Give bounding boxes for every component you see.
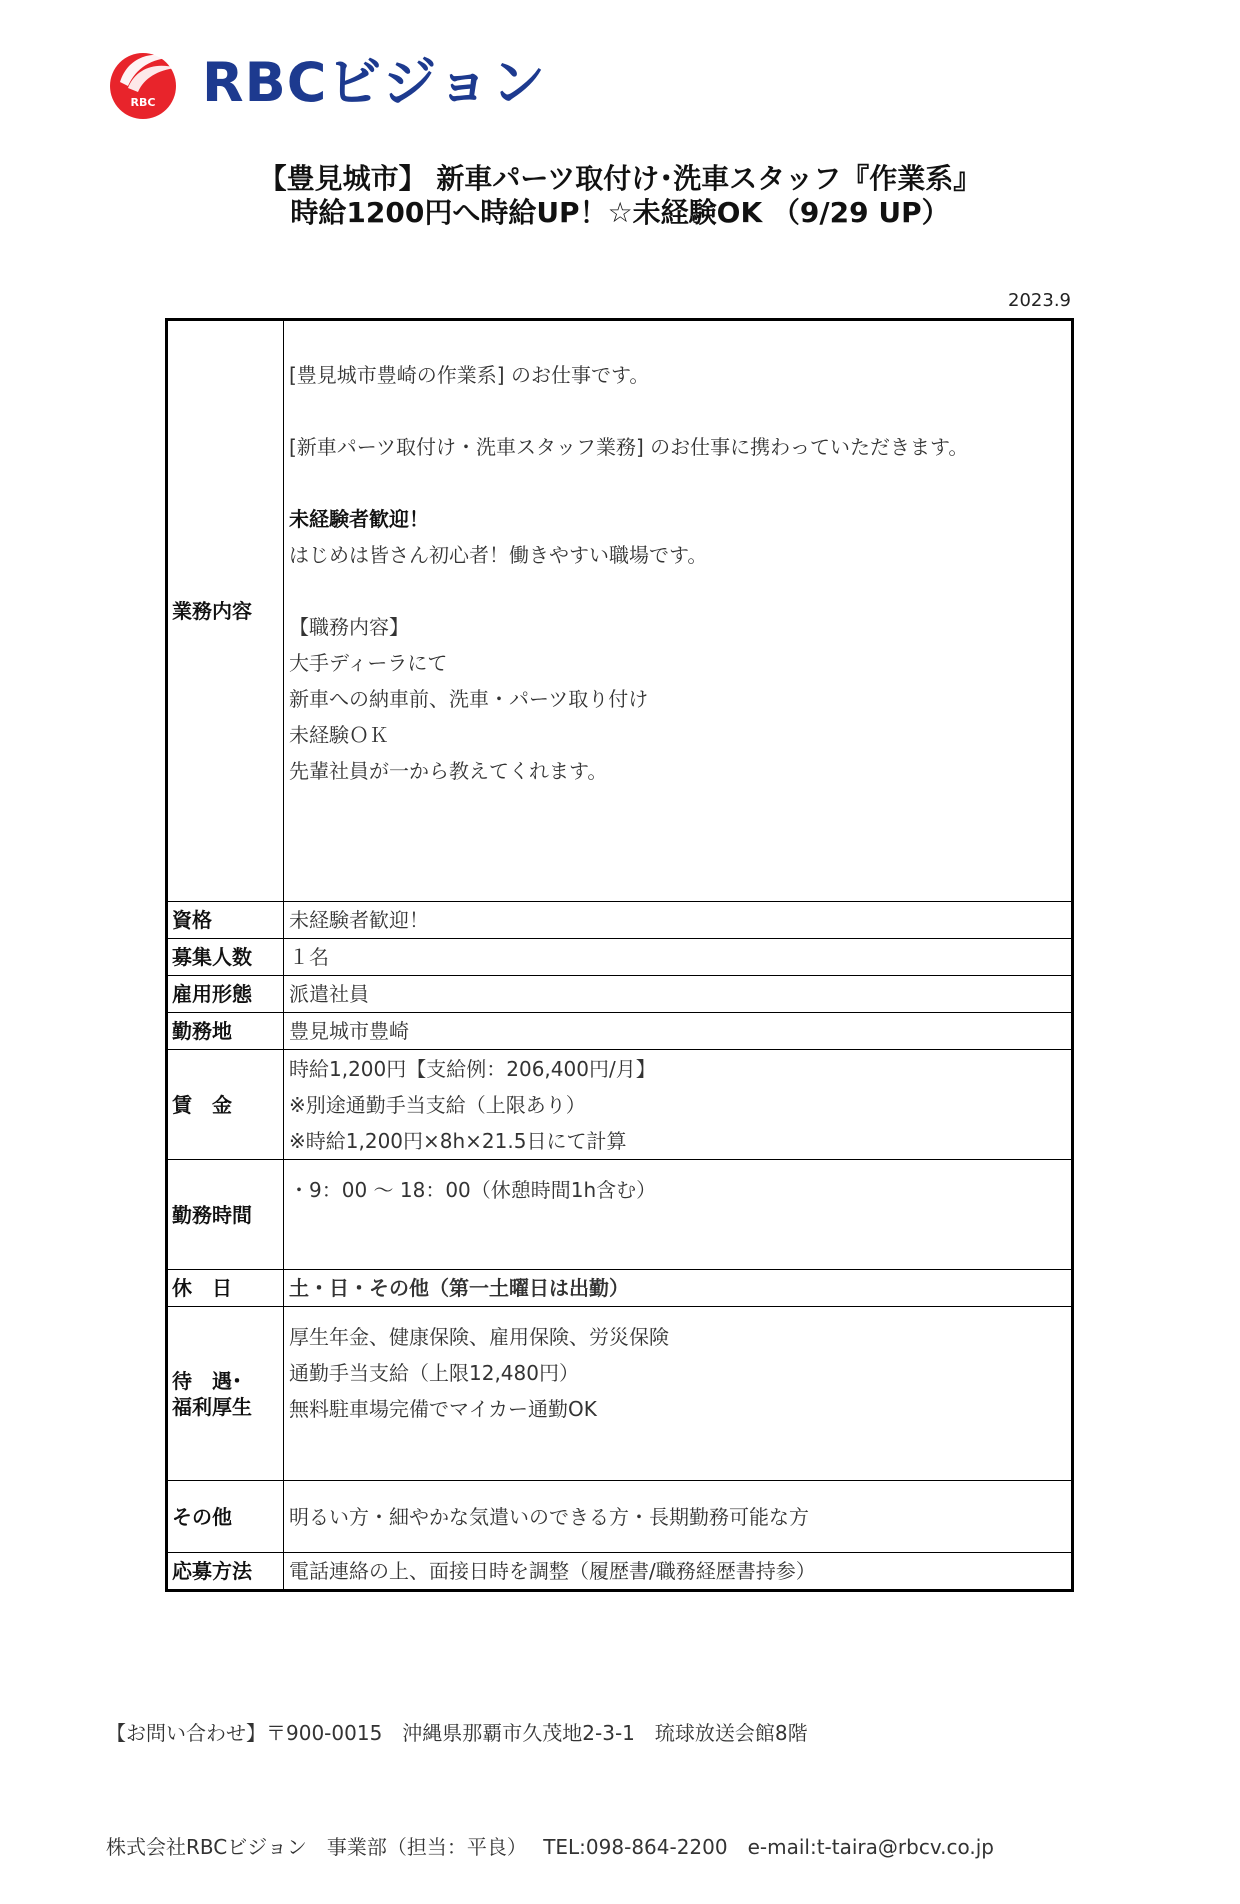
label-holidays: 休 日 — [167, 1270, 284, 1307]
value-employment: 派遣社員 — [284, 976, 1073, 1013]
label-employment: 雇用形態 — [167, 976, 284, 1013]
logo-mark-text: RBC — [130, 96, 156, 109]
benefits-line-3: 無料駐車場完備でマイカー通勤OK — [289, 1397, 597, 1421]
row-headcount — [167, 939, 1073, 976]
label-wage: 賃 金 — [167, 1050, 284, 1160]
value-apply: 電話連絡の上、面接日時を調整（履歴書/職務経歴書持参） — [284, 1553, 1073, 1591]
wage-line-1: 時給1,200円【支給例：206,400円/月】 — [289, 1056, 656, 1081]
label-location: 勤務地 — [167, 1013, 284, 1050]
benefits-line-2: 通勤手当支給（上限12,480円） — [289, 1361, 579, 1385]
footer-line-2: 株式会社RBCビジョン 事業部（担当：平良） TEL:098-864-2200 e-mail:t-taira@rbcv.co.jp — [106, 1835, 994, 1859]
label-hours: 勤務時間 — [167, 1160, 284, 1270]
duties-line-8: 未経験ＯＫ — [289, 723, 389, 747]
value-benefits — [284, 1307, 1073, 1481]
row-qualification — [167, 902, 1073, 939]
duties-line-9: 先輩社員が一から教えてくれます。 — [289, 759, 608, 783]
benefits-label-1: 待 遇･ — [172, 1368, 242, 1393]
contact-footer — [106, 1638, 994, 1904]
row-location — [167, 1013, 1073, 1050]
wage-line-2: ※別途通勤手当支給（上限あり） — [289, 1092, 586, 1117]
duties-line-5: 【職務内容】 — [289, 615, 409, 639]
row-other — [167, 1481, 1073, 1553]
value-location: 豊見城市豊崎 — [284, 1013, 1073, 1050]
value-other: 明るい方・細やかな気遣いのできる方・長期勤務可能な方 — [284, 1481, 1073, 1553]
title-line-1: 【豊見城市】 新車パーツ取付け･洗車スタッフ『作業系』 — [258, 162, 982, 195]
duties-line-4: はじめは皆さん初心者！働きやすい職場です。 — [289, 543, 708, 567]
value-holidays: 土・日・その他（第一土曜日は出勤） — [284, 1270, 1073, 1307]
duties-line-7: 新車への納車前、洗車・パーツ取り付け — [289, 687, 649, 711]
row-benefits — [167, 1307, 1073, 1481]
value-wage — [284, 1050, 1073, 1160]
wage-line-3: ※時給1,200円×8h×21.5日にて計算 — [289, 1128, 627, 1153]
label-duties: 業務内容 — [167, 320, 284, 902]
page-title — [0, 162, 1240, 230]
label-other: その他 — [167, 1481, 284, 1553]
row-apply — [167, 1553, 1073, 1591]
footer-line-1: 【お問い合わせ】〒900-0015 沖縄県那覇市久茂地2-3-1 琉球放送会館8階 — [106, 1721, 808, 1745]
label-qualification: 資格 — [167, 902, 284, 939]
benefits-label-2: 福利厚生 — [172, 1394, 252, 1419]
document-date: 2023.9 — [1008, 290, 1071, 311]
value-qualification: 未経験者歓迎！ — [284, 902, 1073, 939]
title-line-2: 時給1200円へ時給UP！☆未経験OK （9/29 UP） — [290, 196, 950, 229]
row-duties — [167, 320, 1073, 902]
label-apply: 応募方法 — [167, 1553, 284, 1591]
label-headcount: 募集人数 — [167, 939, 284, 976]
label-benefits — [167, 1307, 284, 1481]
duties-line-3: 未経験者歓迎！ — [289, 507, 429, 531]
benefits-line-1: 厚生年金、健康保険、雇用保険、労災保険 — [289, 1325, 669, 1349]
row-wage — [167, 1050, 1073, 1160]
row-employment — [167, 976, 1073, 1013]
row-hours — [167, 1160, 1073, 1270]
duties-line-2: [新車パーツ取付け・洗車スタッフ業務] のお仕事に携わっていただきます。 — [289, 435, 969, 459]
logo-text: RBCビジョン — [202, 51, 547, 114]
row-holidays — [167, 1270, 1073, 1307]
value-duties — [284, 320, 1073, 902]
duties-line-6: 大手ディーラにて — [289, 651, 448, 675]
job-details-table — [165, 318, 1074, 1592]
value-hours: ・9：00 〜 18：00（休憩時間1h含む） — [284, 1160, 1073, 1270]
rbc-logo-mark-icon — [106, 46, 180, 120]
value-headcount: １名 — [284, 939, 1073, 976]
company-logo — [106, 44, 546, 122]
duties-line-1: [豊見城市豊崎の作業系] のお仕事です。 — [289, 363, 650, 387]
